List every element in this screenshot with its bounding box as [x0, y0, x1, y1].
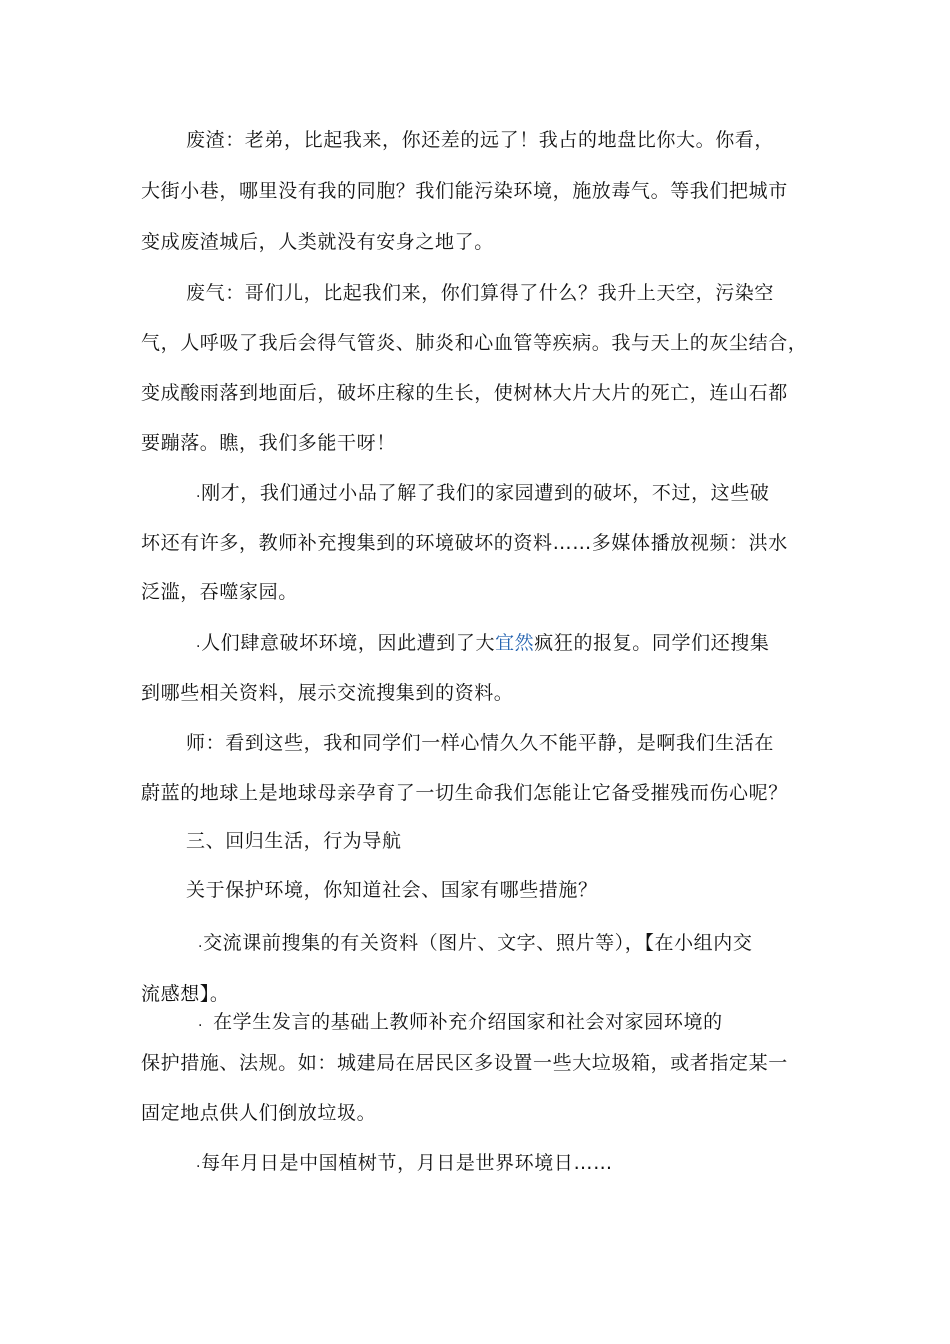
paragraph-line: 蔚蓝的地球上是地球母亲孕育了一切生命我们怎能让它备受摧残而伤心呢？ [141, 782, 788, 804]
line-text: 交流课前搜集的有关资料（图片、文字、照片等），【在小组内交 [203, 932, 753, 954]
line-text: 每年月日是中国植树节，月日是世界环境日…… [201, 1152, 613, 1174]
paragraph-line [196, 631, 769, 655]
paragraph-line: 要蹦落。瞧，我们多能干呀！ [141, 432, 396, 454]
line-text: 刚才，我们通过小品了解了我们的家园遭到的破坏，不过，这些破 [201, 482, 770, 504]
line-text: 人们肆意破坏环境，因此遭到了大 [201, 632, 496, 654]
paragraph-line: 固定地点供人们倒放垃圾。 [141, 1102, 377, 1124]
paragraph-line: 泛滥，吞噬家园。 [141, 581, 298, 603]
paragraph-line: 师：看到这些，我和同学们一样心情久久不能平静，是啊我们生活在 [186, 732, 775, 754]
paragraph-line: 变成酸雨落到地面后，破坏庄稼的生长，使树林大片大片的死亡，连山石都 [141, 382, 788, 404]
list-dot: . [198, 1014, 204, 1030]
paragraph-line: 流感想】。 [141, 983, 230, 1005]
line-text: 在学生发言的基础上教师补充介绍国家和社会对家园环境的 [213, 1011, 723, 1033]
list-dot: . [196, 485, 202, 501]
list-dot: . [198, 935, 204, 951]
paragraph-line [196, 481, 769, 505]
section-heading: 三、回归生活，行为导航 [186, 830, 402, 852]
paragraph-line [198, 931, 752, 955]
highlighted-link[interactable]: 宜然 [495, 632, 535, 654]
line-text: 疯狂的报复。同学们还搜集 [534, 632, 770, 654]
paragraph-line: 到哪些相关资料，展示交流搜集到的资料。 [141, 682, 514, 704]
paragraph-line: 废气：哥们儿，比起我们来，你们算得了什么？我升上天空，污染空 [186, 282, 775, 304]
paragraph-line: 坏还有许多，教师补充搜集到的环境破坏的资料……多媒体播放视频：洪水 [141, 532, 788, 554]
paragraph-line [198, 1010, 723, 1034]
paragraph-line: 大街小巷，哪里没有我的同胞？我们能污染环境，施放毒气。等我们把城市 [141, 180, 788, 202]
list-dot: . [196, 1155, 202, 1171]
paragraph-line [196, 1151, 613, 1175]
paragraph-line: 保护措施、法规。如：城建局在居民区多设置一些大垃圾箱，或者指定某一 [141, 1052, 788, 1074]
paragraph-line: 关于保护环境，你知道社会、国家有哪些措施？ [186, 879, 598, 901]
paragraph-line: 变成废渣城后，人类就没有安身之地了。 [141, 231, 494, 253]
list-dot: . [196, 635, 202, 651]
paragraph-line: 气，人呼吸了我后会得气管炎、肺炎和心血管等疾病。我与天上的灰尘结合， [141, 332, 808, 354]
paragraph-line: 废渣：老弟，比起我来，你还差的远了！我占的地盘比你大。你看， [186, 129, 775, 151]
